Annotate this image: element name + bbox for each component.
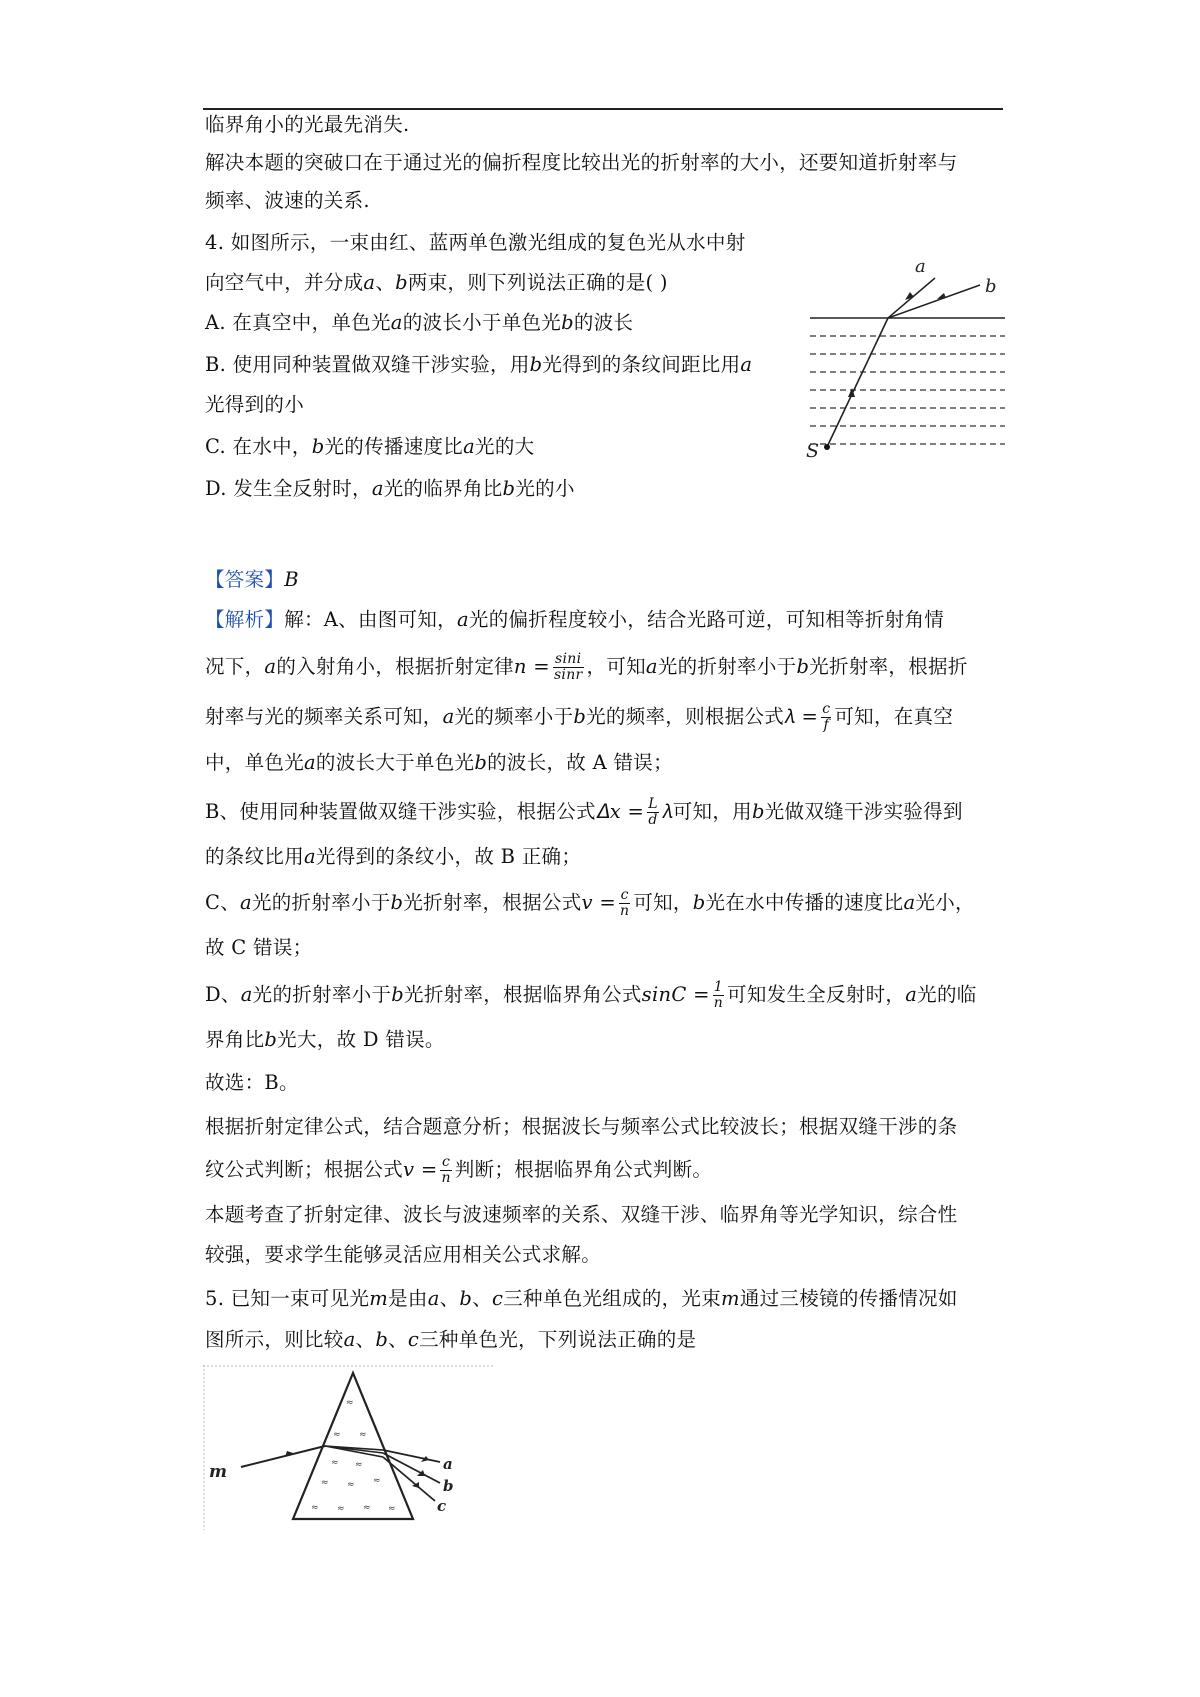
svg-text:≈: ≈	[355, 1460, 363, 1470]
fraction-denominator: d	[648, 812, 658, 828]
choose-line: 故选：B。	[205, 1071, 299, 1094]
q4-refraction-figure	[800, 250, 1010, 465]
svg-text:≈: ≈	[321, 1478, 329, 1488]
q5-stem: 图所示，则比较𝑎、𝑏、𝑐三种单色光，下列说法正确的是	[205, 1328, 697, 1351]
fraction-denominator: n	[713, 995, 724, 1011]
summary-line	[205, 1155, 712, 1186]
analysis-line	[205, 797, 963, 828]
analysis-line: 界角比𝑏光大，故 D 错误。	[205, 1028, 445, 1051]
analysis-line: 故 C 错误；	[205, 936, 313, 959]
fraction	[619, 888, 630, 919]
q4-stem: 4. 如图所示，一束由红、蓝两单色激光组成的复色光从水中射	[205, 231, 746, 254]
review-line: 较强，要求学生能够灵活应用相关公式求解。	[205, 1243, 602, 1266]
svg-text:≈: ≈	[333, 1430, 341, 1440]
q5-label-m: m	[209, 1462, 227, 1482]
text-line: 解决本题的突破口在于通过光的偏折程度比较出光的折射率的大小，还要知道折射率与	[205, 151, 958, 174]
analysis-tag: 【解析】	[205, 608, 285, 631]
text-line: 频率、波速的关系.	[205, 189, 370, 212]
analysis-line	[205, 888, 975, 919]
svg-text:≈: ≈	[347, 1480, 355, 1490]
q4-label-a: a	[915, 256, 926, 277]
svg-text:≈: ≈	[337, 1504, 345, 1514]
analysis-text: D、𝑎光的折射率小于𝑏光折射率，根据临界角公式𝑠𝑖𝑛𝐶 =	[205, 983, 710, 1006]
analysis-text: B、使用同种装置做双缝干涉实验，根据公式𝛥𝑥 =	[205, 800, 645, 823]
svg-text:≈: ≈	[363, 1503, 371, 1513]
q4-option-c: C. 在水中，𝑏光的传播速度比𝑎光的大	[205, 435, 535, 458]
q5-label-b: b	[443, 1477, 454, 1495]
svg-text:≈: ≈	[346, 1398, 354, 1408]
analysis-text: 况下，𝑎的入射角小，根据折射定律𝑛 =	[205, 655, 550, 678]
q4-stem: 向空气中，并分成𝑎、𝑏两束，则下列说法正确的是( )	[205, 271, 668, 294]
answer-tag: 【答案】	[205, 568, 285, 591]
fraction	[553, 652, 584, 683]
analysis-text: 可知发生全反射时，𝑎光的临	[727, 983, 977, 1006]
q4-option-b-cont: 光得到的小	[205, 393, 305, 416]
fraction-numerator: L	[648, 796, 658, 812]
analysis-text: 可知，在真空	[834, 705, 954, 728]
fraction-numerator: c	[442, 1154, 451, 1170]
fraction-denominator: f	[823, 717, 830, 733]
svg-text:≈: ≈	[373, 1476, 381, 1486]
summary-line: 根据折射定律公式，结合题意分析；根据波长与频率公式比较波长；根据双缝干涉的条	[205, 1115, 958, 1138]
svg-text:≈: ≈	[311, 1503, 319, 1513]
fraction	[821, 702, 831, 733]
q5-label-a: a	[443, 1455, 453, 1473]
fraction-numerator: sini	[553, 652, 584, 668]
analysis-line	[205, 980, 977, 1011]
analysis-line	[205, 605, 1003, 635]
q4-option-a: A. 在真空中，单色光𝑎的波长小于单色光𝑏的波长	[205, 311, 634, 334]
analysis-line	[205, 702, 953, 733]
svg-text:≈: ≈	[331, 1458, 339, 1468]
fraction-numerator: 1	[713, 979, 723, 995]
q5-label-c: c	[437, 1497, 447, 1515]
fraction	[440, 1155, 451, 1186]
analysis-line: 中，单色光𝑎的波长大于单色光𝑏的波长，故 A 错误；	[205, 751, 673, 774]
q5-stem: 5. 已知一束可见光𝑚是由𝑎、𝑏、𝑐三种单色光组成的，光束𝑚通过三棱镜的传播情况如	[205, 1287, 958, 1310]
analysis-text: 解：A、由图可知，𝑎光的偏折程度较小，结合光路可逆，可知相等折射角情	[284, 608, 945, 631]
fraction-numerator: c	[822, 701, 831, 717]
svg-text:≈: ≈	[388, 1504, 396, 1514]
analysis-text: C、𝑎光的折射率小于𝑏光折射率，根据公式𝑣 =	[205, 891, 616, 914]
analysis-line: 的条纹比用𝑎光得到的条纹小，故 B 正确；	[205, 845, 582, 868]
analysis-text: 可知，𝑏光在水中传播的速度比𝑎光小，	[633, 891, 975, 914]
q4-label-s: S	[806, 440, 820, 462]
answer-line	[205, 565, 299, 595]
analysis-text: 𝜆可知，用𝑏光做双缝干涉实验得到	[661, 800, 963, 823]
analysis-text: 判断；根据临界角公式判断。	[454, 1158, 713, 1181]
svg-text:≈: ≈	[359, 1430, 367, 1440]
q5-prism-figure	[203, 1365, 493, 1530]
q4-option-d: D. 发生全反射时，𝑎光的临界角比𝑏光的小	[205, 477, 575, 500]
answer-value: B	[284, 568, 299, 591]
review-line: 本题考查了折射定律、波长与波速频率的关系、双缝干涉、临界角等光学知识，综合性	[205, 1203, 958, 1226]
text-line: 临界角小的光最先消失.	[205, 113, 410, 136]
analysis-line	[205, 652, 968, 683]
analysis-text: 纹公式判断；根据公式𝑣 =	[205, 1158, 438, 1181]
q4-label-b: b	[985, 276, 997, 297]
fraction-denominator: sinr	[553, 667, 583, 683]
fraction-denominator: n	[441, 1170, 451, 1186]
fraction	[713, 980, 724, 1011]
fraction-numerator: c	[620, 887, 629, 903]
fraction	[647, 797, 659, 828]
q4-option-b: B. 使用同种装置做双缝干涉实验，用𝑏光得到的条纹间距比用𝑎	[205, 353, 753, 376]
analysis-text: 射率与光的频率关系可知，𝑎光的频率小于𝑏光的频率，则根据公式𝜆 =	[205, 705, 819, 728]
analysis-text: ，可知𝑎光的折射率小于𝑏光折射率，根据折	[586, 655, 968, 678]
fraction-denominator: n	[619, 903, 630, 919]
